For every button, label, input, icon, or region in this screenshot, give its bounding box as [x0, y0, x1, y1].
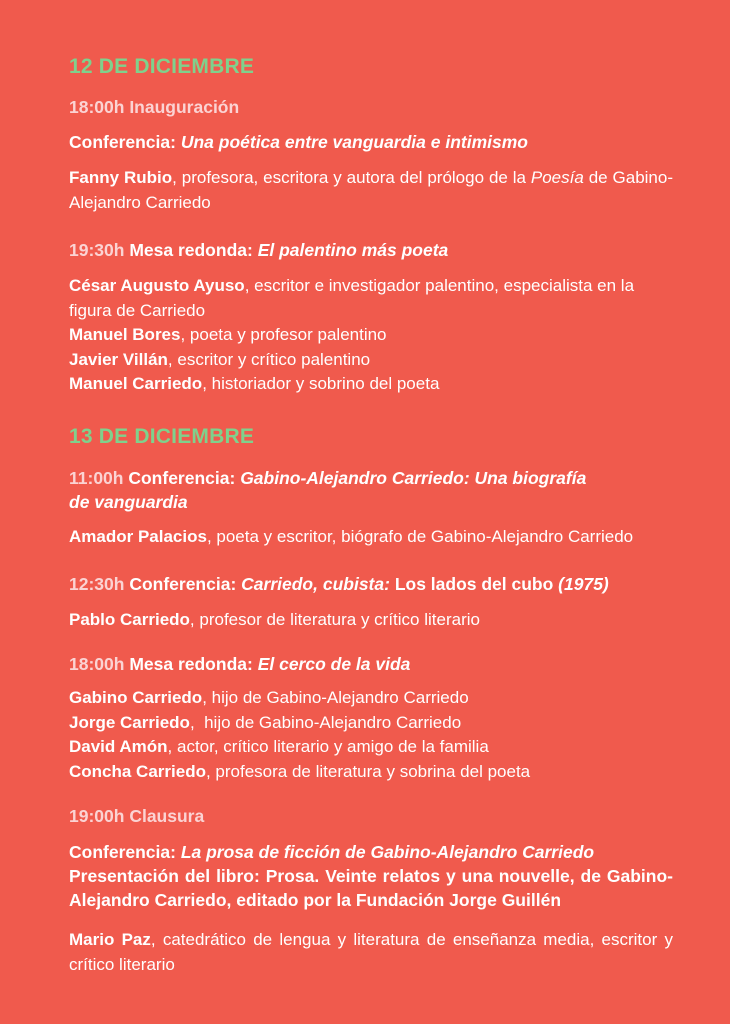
- speaker-name: Amador Palacios: [69, 527, 207, 546]
- session-title: El cerco de la vida: [257, 654, 411, 674]
- speaker-entry: [69, 348, 673, 373]
- session-label: Conferencia:: [123, 468, 241, 488]
- speaker-desc: , profesor de literatura y crítico literario: [189, 610, 480, 629]
- conference-label: Conferencia:: [69, 132, 181, 152]
- speaker-name: César Augusto Ayuso: [69, 276, 245, 295]
- speaker-name: Gabino Carriedo: [69, 688, 203, 707]
- conference-title: Una poética entre vanguardia e intimismo: [180, 132, 528, 152]
- session-title: El palentino más poeta: [257, 240, 449, 260]
- conference-title: La prosa de ficción de Gabino-Alejandro Carriedo: [180, 842, 595, 862]
- speaker-entry: [69, 711, 673, 736]
- speaker-desc: , profesora de literatura y sobrina del poeta: [205, 761, 531, 781]
- session-title: de vanguardia: [69, 492, 188, 512]
- speaker-entry: [69, 686, 673, 711]
- speaker-entry: [69, 735, 673, 760]
- session-title: Carriedo, cubista:: [241, 574, 390, 594]
- session-title-year: (1975): [558, 574, 609, 594]
- speaker-entry: [69, 166, 673, 215]
- speaker-entry: [69, 525, 673, 550]
- speaker-desc: , escritor y crítico palentino: [167, 349, 371, 369]
- day-heading: 12 DE DICIEMBRE: [69, 55, 255, 78]
- session-title: Gabino-Alejandro Carriedo: Una biografía: [240, 468, 587, 488]
- speaker-desc: , hijo de Gabino-Alejandro Carriedo: [202, 688, 469, 707]
- speaker-list: [69, 274, 673, 397]
- session-title: Clausura: [124, 806, 205, 826]
- speaker-name: Fanny Rubio: [69, 168, 173, 187]
- speaker-entry: [69, 274, 673, 323]
- day-heading: 13 DE DICIEMBRE: [69, 425, 255, 448]
- speaker-desc: , hijo de Gabino-Alejandro Carriedo: [189, 712, 462, 732]
- speaker-entry: [69, 323, 673, 348]
- speaker-entry: [69, 372, 673, 397]
- speaker-name: Pablo Carriedo: [69, 610, 190, 629]
- session-label: Mesa redonda:: [124, 654, 258, 674]
- session-time: 19:00h: [69, 806, 125, 826]
- session-header: [69, 97, 239, 118]
- speaker-name: Concha Carriedo: [69, 761, 206, 781]
- speaker-name: David Amón: [69, 737, 168, 756]
- conference-label: Conferencia:: [69, 842, 181, 862]
- session-title: Inauguración: [124, 97, 240, 117]
- session-time: 12:30h: [69, 574, 125, 594]
- session-header: [69, 466, 673, 514]
- session-header: [69, 240, 448, 261]
- session-label: Mesa redonda:: [124, 240, 258, 260]
- session-header: [69, 806, 204, 827]
- session-time: 11:00h: [69, 468, 124, 488]
- closing-conference: [69, 840, 673, 912]
- speaker-entry: [69, 760, 673, 785]
- speaker-entry: [69, 608, 673, 633]
- speaker-desc: , poeta y profesor palentino: [180, 325, 387, 344]
- session-header: [69, 574, 609, 595]
- session-time: 18:00h: [69, 654, 125, 674]
- conference-line: [69, 132, 528, 153]
- speaker-desc: , escritor e investigador palentino, especialista en la figura de Carriedo: [69, 276, 635, 320]
- speaker-desc: , profesora, escritora y autora del prólogo de la: [172, 168, 531, 187]
- session-title: Los lados del cubo: [389, 574, 559, 594]
- speaker-desc: , poeta y escritor, biógrafo de Gabino-Alejandro Carriedo: [206, 527, 634, 546]
- session-label: Conferencia:: [124, 574, 242, 594]
- speaker-desc: , historiador y sobrino del poeta: [202, 374, 440, 393]
- book-presentation: Presentación del libro: Prosa. Veinte relatos y una nouvelle, de Gabino-Alejandro Carriedo, editado por la Fundación Jorge Guillén: [69, 866, 673, 910]
- speaker-name: Mario Paz: [69, 930, 151, 949]
- session-time: 19:30h: [69, 240, 125, 260]
- speaker-name: Manuel Bores: [69, 325, 181, 344]
- speaker-desc: , catedrático de lengua y literatura de enseñanza media, escritor y crítico literario: [69, 930, 674, 974]
- speaker-desc-italic: Poesía: [530, 168, 584, 187]
- speaker-name: Jorge Carriedo: [69, 712, 190, 732]
- speaker-entry: [69, 928, 673, 977]
- speaker-name: Manuel Carriedo: [69, 374, 203, 393]
- session-time: 18:00h: [69, 97, 125, 117]
- speaker-name: Javier Villán: [69, 349, 168, 369]
- speaker-desc: de Gabino-Alejandro Carriedo: [69, 168, 673, 212]
- session-header: [69, 654, 410, 675]
- speaker-desc: , actor, crítico literario y amigo de la familia: [167, 737, 489, 756]
- speaker-list: [69, 686, 673, 784]
